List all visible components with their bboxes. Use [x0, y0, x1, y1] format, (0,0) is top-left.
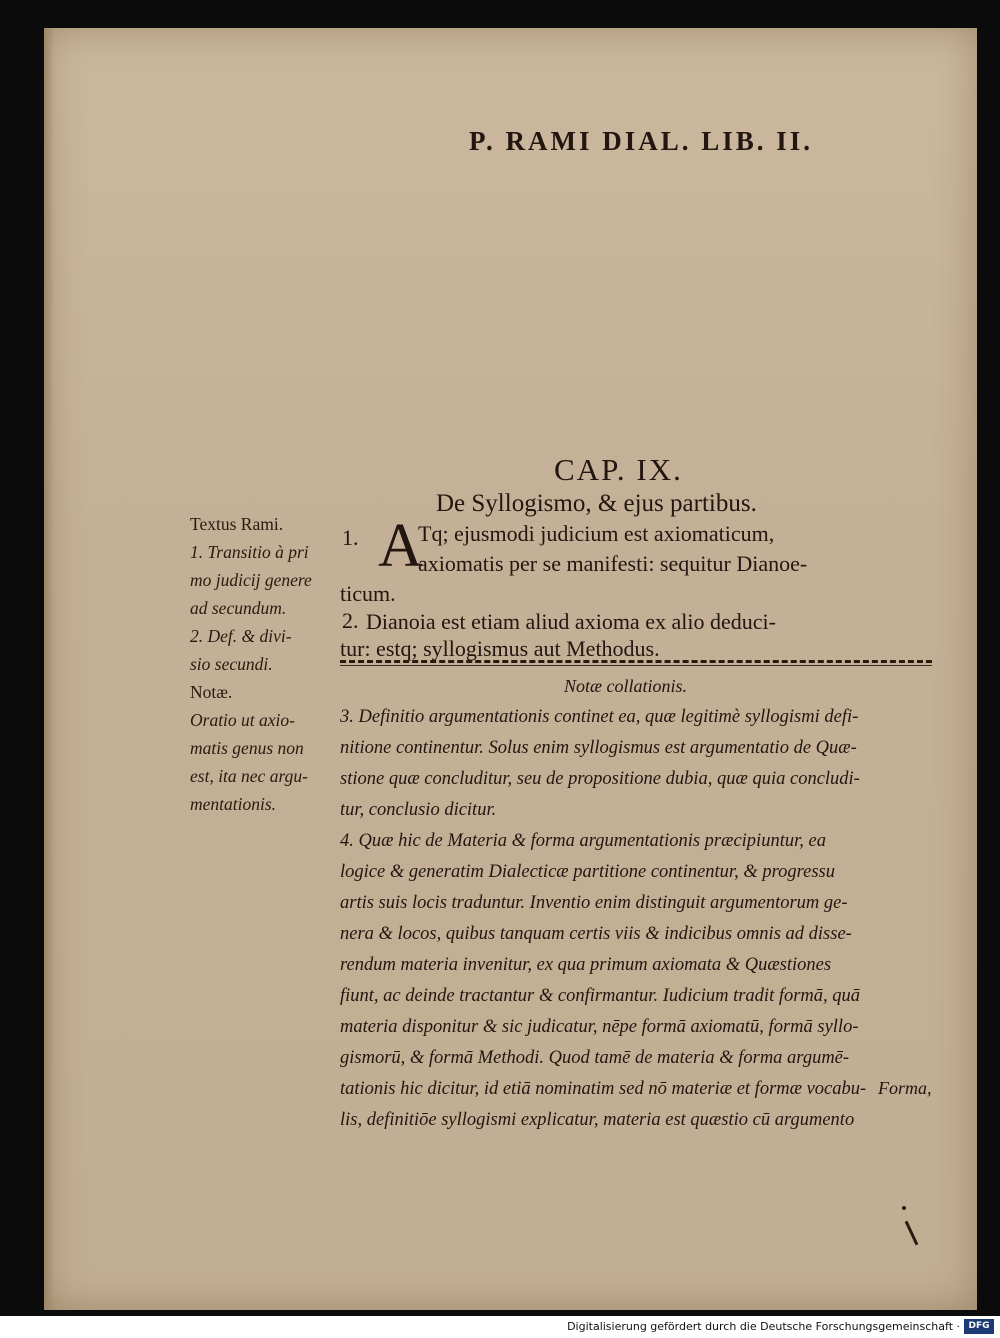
margin-note: matis genus non — [190, 738, 304, 758]
book-page — [44, 28, 977, 1310]
margin-notes — [190, 510, 330, 818]
paragraph-2-line: tur: estq; syllogismus aut Methodus. — [340, 636, 660, 661]
chapter-subtitle: De Syllogismo, & ejus partibus. — [436, 490, 757, 517]
footer-bar — [0, 1316, 1000, 1338]
notes-line: nera & locos, quibus tanquam certis viis & indicibus omnis ad disse- — [340, 924, 852, 944]
notes-line: 3. Definitio argumentationis continet ea, quæ legitimè syllogismi defi- — [340, 707, 859, 727]
margin-note: ad secundum. — [190, 598, 287, 618]
dfg-logo: DFG — [964, 1319, 994, 1334]
notes-line: rendum materia invenitur, ex qua primum axiomata & Quæstiones — [340, 955, 832, 975]
margin-note: est, ita nec argu- — [190, 766, 308, 786]
paragraph-2-line: Dianoia est etiam aliud axioma ex alio deduci- — [366, 609, 776, 634]
running-head: P. RAMI DIAL. LIB. II. — [469, 126, 814, 156]
divider — [340, 665, 932, 666]
notes-line: tationis hic dicitur, id etiā nominatim sed nō materiæ et formæ vocabu- — [340, 1079, 867, 1099]
notes-line: materia disponitur & sic judicatur, nēpe formā axiomatū, formā syllo- — [340, 1017, 859, 1037]
notes-heading: Notæ collationis. — [564, 676, 688, 696]
margin-note: Textus Rami. — [190, 514, 284, 534]
notes-line: nitione continentur. Solus enim syllogismus est argumentatio de Quæ- — [340, 738, 857, 758]
ink-stroke — [905, 1221, 919, 1246]
notes-line: stione quæ concluditur, seu de propositione dubia, quæ quia concludi- — [340, 769, 860, 789]
notes-line: artis suis locis traduntur. Inventio enim distinguit argumentorum ge- — [340, 893, 848, 913]
margin-note: sio secundi. — [190, 654, 273, 674]
page-edge-shadow — [44, 28, 54, 1310]
notes-line: gismorū, & formā Methodi. Quod tamē de materia & forma argumē- — [340, 1048, 850, 1068]
catchword: Forma, — [878, 1078, 932, 1098]
margin-note: 1. Transitio à pri — [190, 542, 309, 562]
paragraph-1-line: axiomatis per se manifesti: sequitur Dianoe- — [418, 551, 808, 576]
paragraph-number-1: 1. — [342, 525, 359, 550]
notes-line: fiunt, ac deinde tractantur & confirmantur. Iudicium tradit formā, quā — [340, 986, 861, 1006]
margin-note: 2. Def. & divi- — [190, 626, 292, 646]
drop-cap: A — [378, 512, 423, 580]
paragraph-number-2: 2. — [342, 608, 359, 633]
ornamental-rule — [340, 660, 932, 663]
margin-note: Oratio ut axio- — [190, 710, 295, 730]
notes-line: 4. Quæ hic de Materia & forma argumentationis præcipiuntur, ea — [340, 831, 826, 851]
notes-line: lis, definitiōe syllogismi explicatur, materia est quæstio cū argumento — [340, 1110, 855, 1130]
notes-line: tur, conclusio dicitur. — [340, 800, 497, 820]
notes-line: logice & generatim Dialecticæ partitione continentur, & progressu — [340, 862, 835, 882]
margin-note: Notæ. — [190, 682, 233, 702]
paragraph-1-line: Tq; ejusmodi judicium est axiomaticum, — [418, 521, 775, 546]
margin-note: mentationis. — [190, 794, 277, 814]
funding-notice: Digitalisierung gefördert durch die Deutsche Forschungsgemeinschaft · — [567, 1320, 960, 1333]
notes-body — [340, 702, 940, 1136]
margin-note: mo judicij genere — [190, 570, 312, 590]
chapter-title: CAP. IX. — [554, 452, 683, 487]
ink-spot — [902, 1206, 906, 1210]
paragraph-1-line: ticum. — [340, 581, 396, 606]
